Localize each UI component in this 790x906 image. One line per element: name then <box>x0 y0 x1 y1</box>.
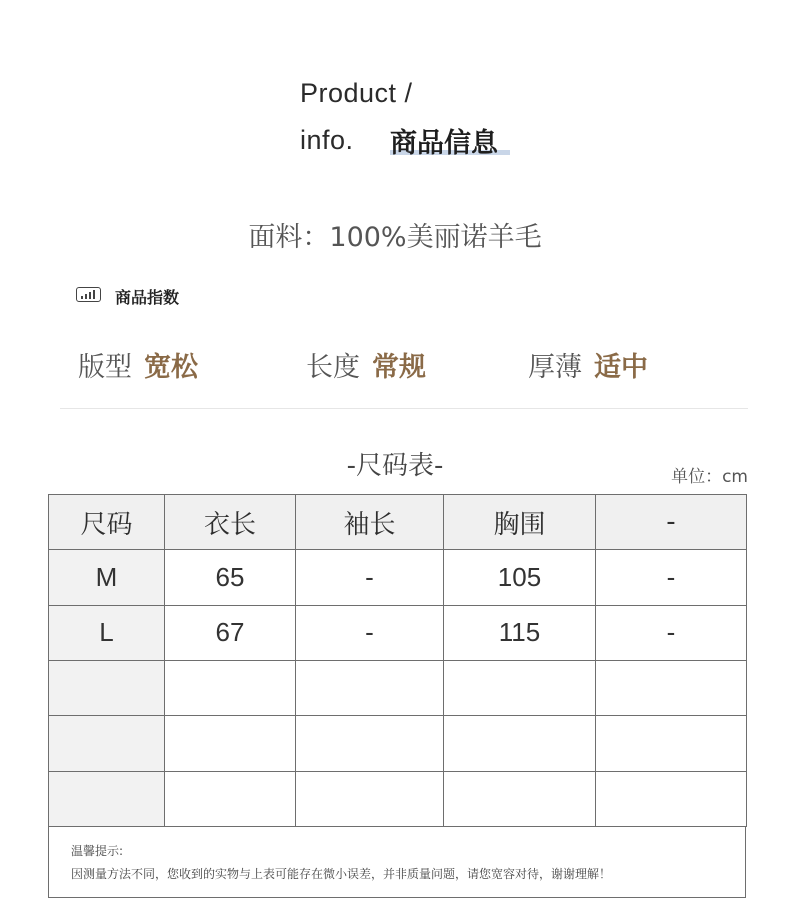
table-cell <box>444 660 596 715</box>
table-cell <box>165 771 296 826</box>
size-cell: L <box>49 605 165 660</box>
header-cell: - <box>596 495 747 550</box>
table-row <box>49 660 747 715</box>
size-cell: M <box>49 550 165 605</box>
table-cell: 67 <box>165 605 296 660</box>
header-cell: 衣长 <box>165 495 296 550</box>
table-cell <box>596 771 747 826</box>
table-cell: - <box>596 550 747 605</box>
table-cell <box>444 716 596 771</box>
table-cell <box>296 716 444 771</box>
notice-title: 温馨提示: <box>71 844 124 858</box>
attr-length-key: 长度 <box>306 352 360 383</box>
fabric-composition: 面料：100%美丽诺羊毛 <box>248 222 542 253</box>
attr-thickness <box>528 345 648 384</box>
size-cell <box>49 660 165 715</box>
header-cell: 胸围 <box>444 495 596 550</box>
header-cell: 尺码 <box>49 495 165 550</box>
table-cell <box>165 660 296 715</box>
table-row <box>49 716 747 771</box>
table-row <box>49 550 747 605</box>
table-row <box>49 771 747 826</box>
size-table-title: -尺码表- <box>346 451 444 481</box>
table-cell <box>296 660 444 715</box>
index-label: 商品指数 <box>115 288 180 307</box>
table-cell: 115 <box>444 605 596 660</box>
size-notice <box>48 826 746 898</box>
table-row <box>49 605 747 660</box>
table-cell: 105 <box>444 550 596 605</box>
table-cell: - <box>296 605 444 660</box>
table-cell <box>444 771 596 826</box>
notice-body: 因测量方法不同，您收到的实物与上表可能存在微小误差，并非质量问题，请您宽容对待，谢谢理解！ <box>71 867 612 881</box>
attr-thickness-value: 适中 <box>594 352 648 383</box>
size-unit: 单位：cm <box>671 467 748 487</box>
title-english-line1: Product / <box>300 78 413 108</box>
attr-fit-key: 版型 <box>78 352 132 383</box>
signal-bars-icon <box>76 287 101 302</box>
attr-length <box>306 345 426 384</box>
table-cell: 65 <box>165 550 296 605</box>
table-cell <box>596 660 747 715</box>
table-cell: - <box>296 550 444 605</box>
title-english-line2: info. <box>300 125 354 155</box>
size-table <box>48 494 747 827</box>
title-chinese: 商品信息 <box>390 128 498 159</box>
header-cell: 袖长 <box>296 495 444 550</box>
attr-fit-value: 宽松 <box>144 352 198 383</box>
section-divider <box>60 408 748 409</box>
size-cell <box>49 771 165 826</box>
size-cell <box>49 716 165 771</box>
table-cell <box>165 716 296 771</box>
table-cell: - <box>596 605 747 660</box>
attr-length-value: 常规 <box>372 352 426 383</box>
table-header-row <box>49 495 747 550</box>
attr-fit <box>78 345 198 384</box>
table-cell <box>596 716 747 771</box>
table-cell <box>296 771 444 826</box>
attr-thickness-key: 厚薄 <box>528 352 582 383</box>
